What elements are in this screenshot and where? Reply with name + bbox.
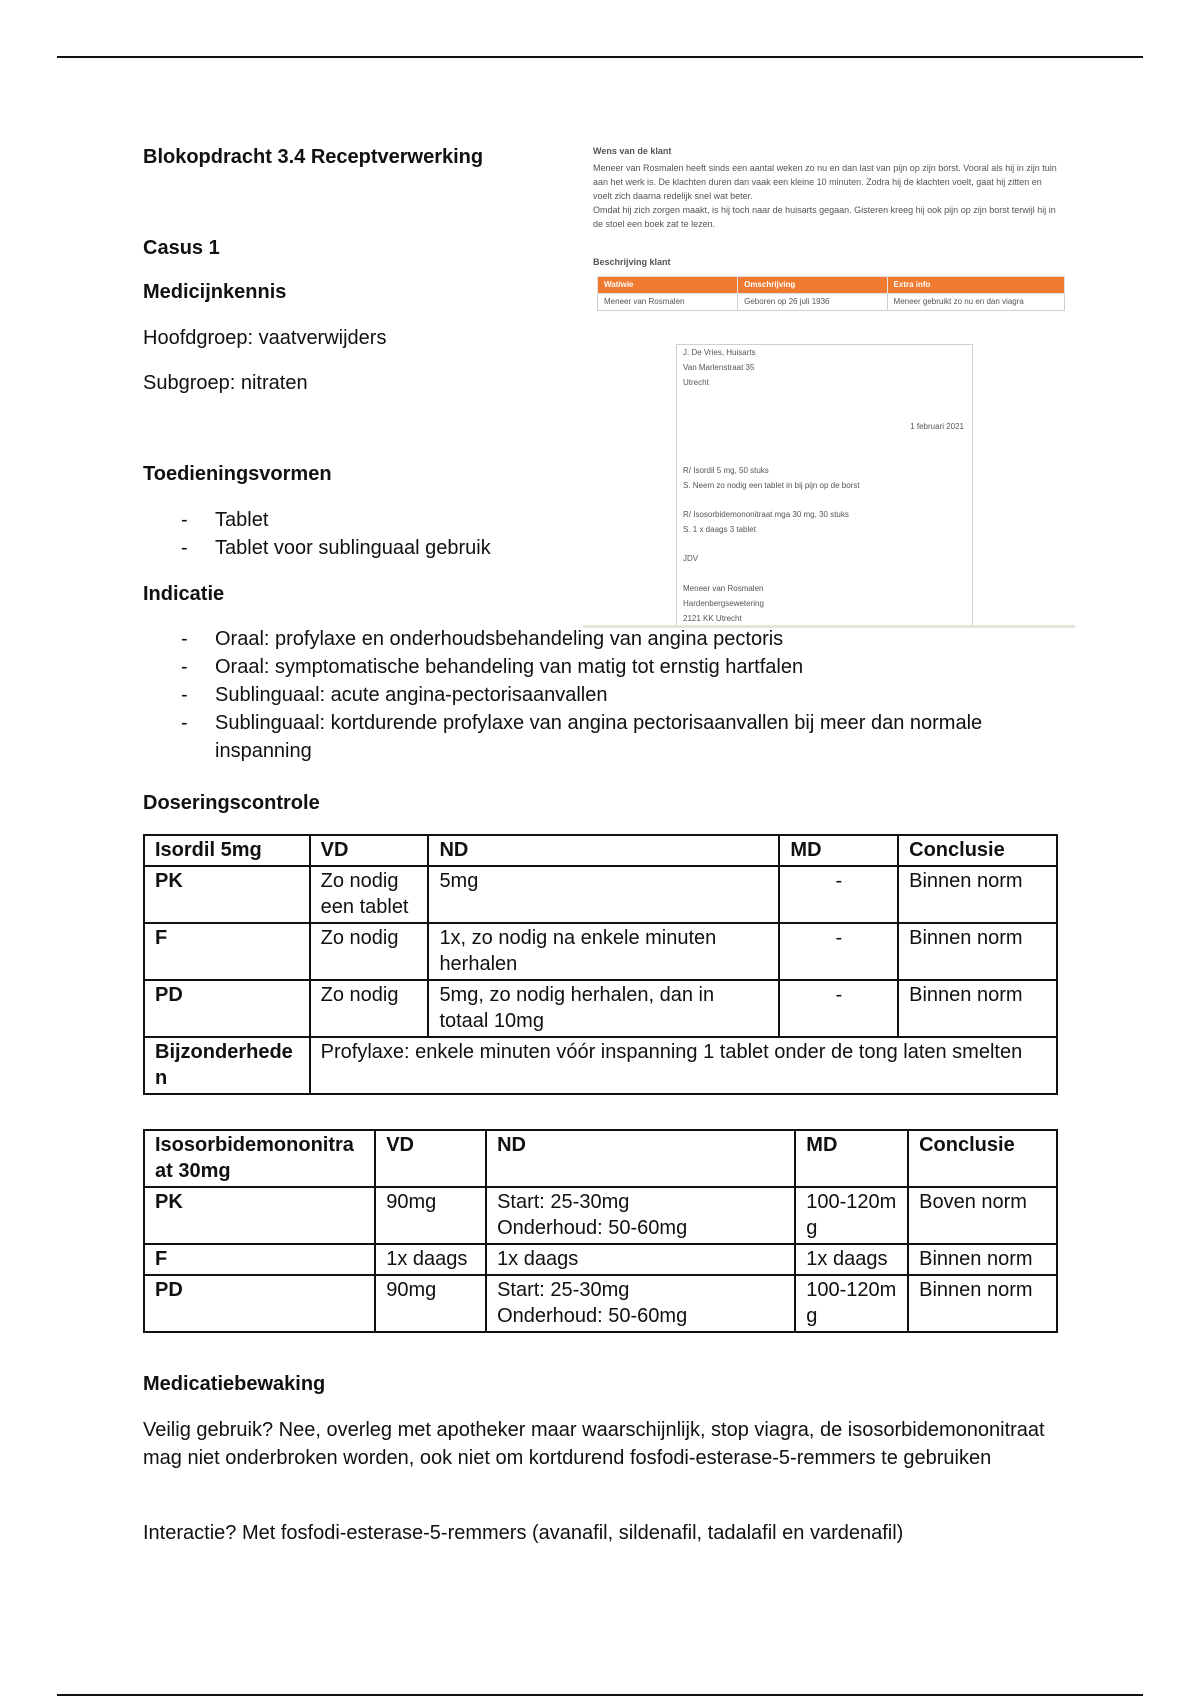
page-title: Blokopdracht 3.4 Receptverwerking xyxy=(143,146,484,168)
wens-text: Meneer van Rosmalen heeft sinds een aantal weken zo nu en dan last van pijn op zijn borst. Vooral als hij in zijn tuin aan het werk is. De klachten duren dan vaak een kleine 10 minuten. Zodra hij de klachten voelt, gaat hij zitten en voelt zich daarna redelijk snel wat beter. xyxy=(593,163,1057,201)
table-cell: 90mg xyxy=(375,1187,486,1244)
table-cell: F xyxy=(144,1244,375,1275)
rx-line-2: R/ Isosorbidemononitraat mga 30 mg, 30 stuks xyxy=(683,510,849,519)
table-header-cell: VD xyxy=(310,835,429,866)
table-cell: - xyxy=(779,923,898,980)
table-header-cell: VD xyxy=(375,1130,486,1187)
case-screenshot xyxy=(583,130,1075,628)
table-row xyxy=(144,1187,1057,1244)
table-row xyxy=(598,294,1065,311)
rx-date: 1 februari 2021 xyxy=(910,422,964,431)
table-cell: Zo nodig xyxy=(310,980,429,1037)
table-cell: 100-120mg xyxy=(795,1275,908,1332)
table-cell: - xyxy=(779,980,898,1037)
subgroep-text: Subgroep: nitraten xyxy=(143,372,308,394)
doseringscontrole-heading: Doseringscontrole xyxy=(143,792,320,814)
prescription xyxy=(676,344,973,626)
list-item: - Tablet voor sublinguaal gebruik xyxy=(143,534,583,562)
table-cell: Profylaxe: enkele minuten vóór inspanning 1 tablet onder de tong laten smelten xyxy=(310,1037,1057,1094)
table-header-row xyxy=(144,1130,1057,1187)
list-item: - Oraal: profylaxe en onderhoudsbehandeling van angina pectoris xyxy=(143,625,1043,653)
table-cell: Geboren op 26 juli 1936 xyxy=(738,294,887,311)
table-row xyxy=(144,923,1057,980)
table-cell: Zo nodig xyxy=(310,923,429,980)
table-cell: Binnen norm xyxy=(908,1275,1057,1332)
isosorbidemononitraat-table xyxy=(143,1129,1058,1333)
table-cell: Start: 25-30mg Onderhoud: 50-60mg xyxy=(486,1187,795,1244)
table-cell: F xyxy=(144,923,310,980)
table-cell: 1x, zo nodig na enkele minuten herhalen xyxy=(428,923,779,980)
table-cell: Bijzonderheden xyxy=(144,1037,310,1094)
table-cell: Binnen norm xyxy=(908,1244,1057,1275)
table-cell: 1x daags xyxy=(795,1244,908,1275)
rx-sig-1: S. Neem zo nodig een tablet in bij pijn op de borst xyxy=(683,481,860,490)
rx-patient-city: 2121 KK Utrecht xyxy=(683,614,742,623)
header-rule xyxy=(57,56,1143,58)
rx-patient: Meneer van Rosmalen xyxy=(683,584,764,593)
table-header-cell: Extra info xyxy=(887,277,1064,294)
table-header-cell: MD xyxy=(779,835,898,866)
table-cell: 90mg xyxy=(375,1275,486,1332)
toedieningsvormen-heading: Toedieningsvormen xyxy=(143,463,332,485)
table-cell: Start: 25-30mg Onderhoud: 50-60mg xyxy=(486,1275,795,1332)
table-cell: 100-120mg xyxy=(795,1187,908,1244)
list-item: - Oraal: symptomatische behandeling van matig tot ernstig hartfalen xyxy=(143,653,1043,681)
casus-heading: Casus 1 xyxy=(143,237,220,259)
table-row xyxy=(144,1275,1057,1332)
rx-street: Van Marlenstraat 35 xyxy=(683,363,755,372)
table-cell: PD xyxy=(144,980,310,1037)
table-cell: 1x daags xyxy=(486,1244,795,1275)
table-header-row xyxy=(144,835,1057,866)
table-cell: - xyxy=(779,866,898,923)
medicatiebewaking-heading: Medicatiebewaking xyxy=(143,1373,326,1395)
toedieningsvormen-list xyxy=(143,506,583,562)
table-header-cell: MD xyxy=(795,1130,908,1187)
table-header-cell: Omschrijving xyxy=(738,277,887,294)
interactie-text: Interactie? Met fosfodi-esterase-5-remmers (avanafil, sildenafil, tadalafil en vardenafil) xyxy=(143,1522,904,1544)
veilig-gebruik-text: Veilig gebruik? Nee, overleg met apotheker maar waarschijnlijk, stop viagra, de isosorbidemononitraat mag niet onderbroken worden, ook niet om kortdurend fosfodi-esterase-5-remmers te gebruiken xyxy=(143,1419,1045,1469)
client-table xyxy=(597,276,1065,311)
indicatie-list xyxy=(143,625,1043,765)
list-item: - Tablet xyxy=(143,506,583,534)
table-header-cell: ND xyxy=(428,835,779,866)
beschrijving-title: Beschrijving klant xyxy=(593,257,671,267)
footer-rule xyxy=(57,1694,1143,1696)
hoofdgroep-text: Hoofdgroep: vaatverwijders xyxy=(143,327,387,349)
table-cell: 5mg, zo nodig herhalen, dan in totaal 10mg xyxy=(428,980,779,1037)
table-cell: Meneer van Rosmalen xyxy=(598,294,738,311)
table-cell: PK xyxy=(144,866,310,923)
wens-title: Wens van de klant xyxy=(593,146,672,156)
rx-city: Utrecht xyxy=(683,378,709,387)
table-cell: Binnen norm xyxy=(898,866,1057,923)
table-cell: Boven norm xyxy=(908,1187,1057,1244)
table-header-row xyxy=(598,277,1065,294)
table-header-cell: Isosorbidemononitraat 30mg xyxy=(144,1130,375,1187)
table-header-cell: Conclusie xyxy=(908,1130,1057,1187)
table-row xyxy=(144,1037,1057,1094)
table-cell: Meneer gebruikt zo nu en dan viagra xyxy=(887,294,1064,311)
isordil-table xyxy=(143,834,1058,1095)
rx-line-1: R/ Isordil 5 mg, 50 stuks xyxy=(683,466,769,475)
table-cell: Binnen norm xyxy=(898,980,1057,1037)
table-cell: PD xyxy=(144,1275,375,1332)
table-header-cell: ND xyxy=(486,1130,795,1187)
rx-doctor: J. De Vries, Huisarts xyxy=(683,348,756,357)
table-row xyxy=(144,866,1057,923)
table-cell: Binnen norm xyxy=(898,923,1057,980)
rx-patient-street: Hardenbergsewetering xyxy=(683,599,764,608)
table-header-cell: Isordil 5mg xyxy=(144,835,310,866)
table-cell: PK xyxy=(144,1187,375,1244)
rx-signature: JDV xyxy=(683,554,699,563)
table-cell: 1x daags xyxy=(375,1244,486,1275)
wens-text-2: Omdat hij zich zorgen maakt, is hij toch naar de huisarts gegaan. Gisteren kreeg hij ook pijn op zijn borst terwijl hij in de stoel een boek zat te lezen. xyxy=(593,205,1056,229)
table-header-cell: Conclusie xyxy=(898,835,1057,866)
table-row xyxy=(144,1244,1057,1275)
list-item: - Sublinguaal: kortdurende profylaxe van angina pectorisaanvallen bij meer dan normale inspanning xyxy=(143,709,1043,765)
list-item: - Sublinguaal: acute angina-pectorisaanvallen xyxy=(143,681,1043,709)
table-cell: Zo nodig een tablet xyxy=(310,866,429,923)
screenshot-bottom-edge xyxy=(583,625,1075,628)
table-row xyxy=(144,980,1057,1037)
medicijnkennis-heading: Medicijnkennis xyxy=(143,281,287,303)
table-cell: 5mg xyxy=(428,866,779,923)
rx-sig-2: S. 1 x daags 3 tablet xyxy=(683,525,756,534)
table-header-cell: Wat/wie xyxy=(598,277,738,294)
indicatie-heading: Indicatie xyxy=(143,583,225,605)
